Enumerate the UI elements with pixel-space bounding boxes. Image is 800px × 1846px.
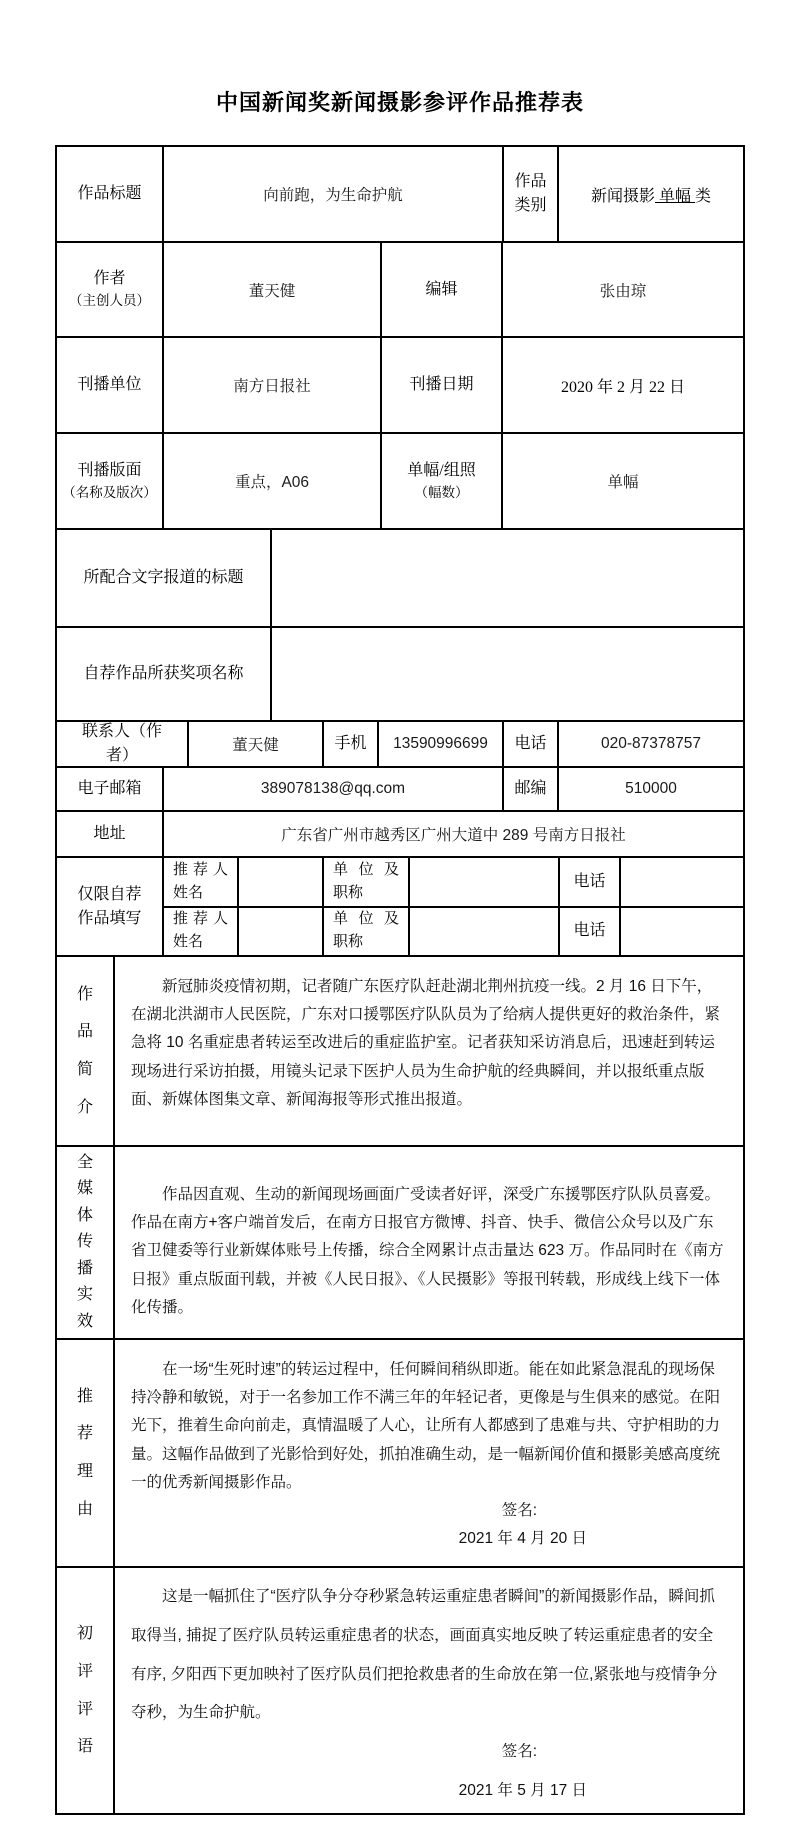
media-text: 作品因直观、生动的新闻现场画面广受读者好评，深受广东援鄂医疗队队员喜爱。作品在南方+客户端首发后，在南方日报官方微博、抖音、快手、微信公众号以及广东省卫健委等行业新媒体账号上传播，综合全网累计点击量达 623 万。作品同时在《南方日报》重点版面刊载，并被《人民日报》、《人民摄影》等报刊转载，形成线上线下一体化传播。 (131, 1186, 724, 1316)
table-row (57, 722, 743, 768)
self-rec-rows (164, 858, 743, 955)
publisher-value: 南方日报社 (164, 338, 382, 432)
reason-text: 在一场“生死时速”的转运过程中，任何瞬间稍纵即逝。能在如此紧急混乱的现场保持冷静和敏锐，对于一名参加工作不满三年的年轻记者，更像是与生俱来的感觉。在阳光下，推着生命向前走，真情温暖了人心，让所有人都感到了患难与共、守护相助的力量。这幅作品做到了光影恰到好处，抓拍准确生动，是一幅新闻价值和摄影美感高度统一的优秀新闻摄影作品。 (131, 1361, 721, 1491)
award-label: 自荐作品所获奖项名称 (57, 628, 272, 720)
editor-value: 张由琼 (599, 282, 647, 300)
review-text: 这是一幅抓住了“医疗队争分夺秒紧急转运重症患者瞬间”的新闻摄影作品，瞬间抓取得当, 捕捉了医疗队员转运重症患者的状态，画面真实地反映了转运重症患者的安全有序, 夕阳西下更加映衬了医疗队员们把抢救患者的生命放在第一位,紧张地与疫情争分夺秒，为生命护航。 (131, 1588, 718, 1722)
section-intro (57, 957, 743, 1147)
postcode-label: 邮编 (504, 768, 559, 810)
work-title-value: 向前跑，为生命护航 (164, 147, 504, 241)
address-value: 广东省广州市越秀区广州大道中 289 号南方日报社 (281, 827, 626, 844)
page-title: 中国新闻奖新闻摄影参评作品推荐表 (215, 90, 584, 115)
recommendation-table (55, 145, 745, 1815)
media-text-cell (115, 1147, 743, 1338)
recommender-row (164, 858, 743, 908)
edition-label: 刊播版面 （名称及版次） (57, 434, 164, 528)
text-report-value (272, 530, 743, 626)
intro-text: 新冠肺炎疫情初期，记者随广东医疗队赶赴湖北荆州抗疫一线。2 月 16 日下午，在湖北洪湖市人民医院，广东对口援鄂医疗队队员为了给病人提供更好的救治条件，紧急将 10 名重症患者转运至改进后的重症监护室。记者获知采访消息后，迅速赶到转运现场进行采访拍摄，用镜头记录下医护人员为生命护航的经典瞬间，并以报纸重点版面、新媒体图集文章、新闻海报等形式推出报道。 (131, 978, 721, 1108)
phone-label: 电话 (504, 722, 559, 766)
review-text-cell (115, 1568, 743, 1813)
section-reason (57, 1340, 743, 1568)
publish-date-value: 2020 年 2 月 22 日 (560, 378, 685, 396)
reason-text-cell (115, 1340, 743, 1566)
section-media-effect (57, 1147, 743, 1340)
mobile-label: 手机 (324, 722, 379, 766)
reason-section-label: 推荐理由 (57, 1340, 115, 1566)
table-row (57, 338, 743, 434)
table-row (57, 628, 743, 722)
table-row (57, 812, 743, 858)
edition-value: 重点，A06 (164, 434, 382, 528)
recommender-phone-label: 电话 (560, 908, 621, 956)
media-section-label: 全媒体传播实效 (57, 1147, 115, 1338)
intro-text-cell (115, 957, 743, 1145)
recommender-name-label: 推荐人 姓名 (164, 858, 239, 906)
award-value (272, 628, 743, 720)
recommender-phone-value (621, 908, 743, 956)
author-label: 作者 （主创人员） (57, 243, 164, 336)
table-row (57, 434, 743, 530)
format-label: 单幅/组照 （幅数） (382, 434, 503, 528)
section-review (57, 1568, 743, 1813)
recommender-unit-label: 单位及 职称 (324, 908, 410, 956)
recommender-name-value (239, 858, 324, 906)
review-section-label: 初评评语 (57, 1568, 115, 1813)
publisher-label: 刊播单位 (57, 338, 164, 432)
review-sign-label: 签名: (501, 1743, 537, 1760)
self-rec-label: 仅限自荐 作品填写 (57, 858, 164, 955)
contact-value: 董天健 (189, 722, 324, 766)
table-row (57, 243, 743, 338)
author-value: 董天健 (164, 243, 382, 336)
mobile-value: 13590996699 (379, 722, 504, 766)
publish-date-label: 刊播日期 (382, 338, 503, 432)
self-recommendation-block (57, 858, 743, 957)
reason-sign-date: 2021 年 4 月 20 日 (458, 1530, 587, 1548)
phone-value: 020-87378757 (601, 735, 701, 752)
recommender-name-value (239, 908, 324, 956)
category-label: 作品 类别 (504, 147, 559, 241)
recommender-unit-label: 单位及 职称 (324, 858, 410, 906)
editor-label: 编辑 (382, 243, 503, 336)
text-report-label: 所配合文字报道的标题 (57, 530, 272, 626)
recommender-unit-value (410, 908, 560, 956)
contact-label: 联系人（作者） (57, 722, 189, 766)
recommender-row (164, 908, 743, 956)
category-type-underlined: 单幅 (654, 187, 695, 205)
recommender-unit-value (410, 858, 560, 906)
table-row (57, 530, 743, 628)
table-row (57, 147, 743, 243)
review-sign-date: 2021 年 5 月 17 日 (458, 1781, 587, 1799)
email-label: 电子邮箱 (57, 768, 164, 810)
format-value: 单幅 (607, 474, 639, 491)
intro-section-label: 作品简介 (57, 957, 115, 1145)
recommender-phone-value (621, 858, 743, 906)
address-label: 地址 (57, 812, 164, 856)
postcode-value: 510000 (625, 780, 677, 797)
email-value: 389078138@qq.com (164, 768, 504, 810)
recommender-phone-label: 电话 (560, 858, 621, 906)
recommender-name-label: 推荐人 姓名 (164, 908, 239, 956)
work-title-label: 作品标题 (57, 147, 164, 241)
reason-sign-label: 签名: (501, 1502, 537, 1520)
table-row (57, 768, 743, 812)
category-value: 新闻摄影 单幅 类 (559, 147, 743, 241)
